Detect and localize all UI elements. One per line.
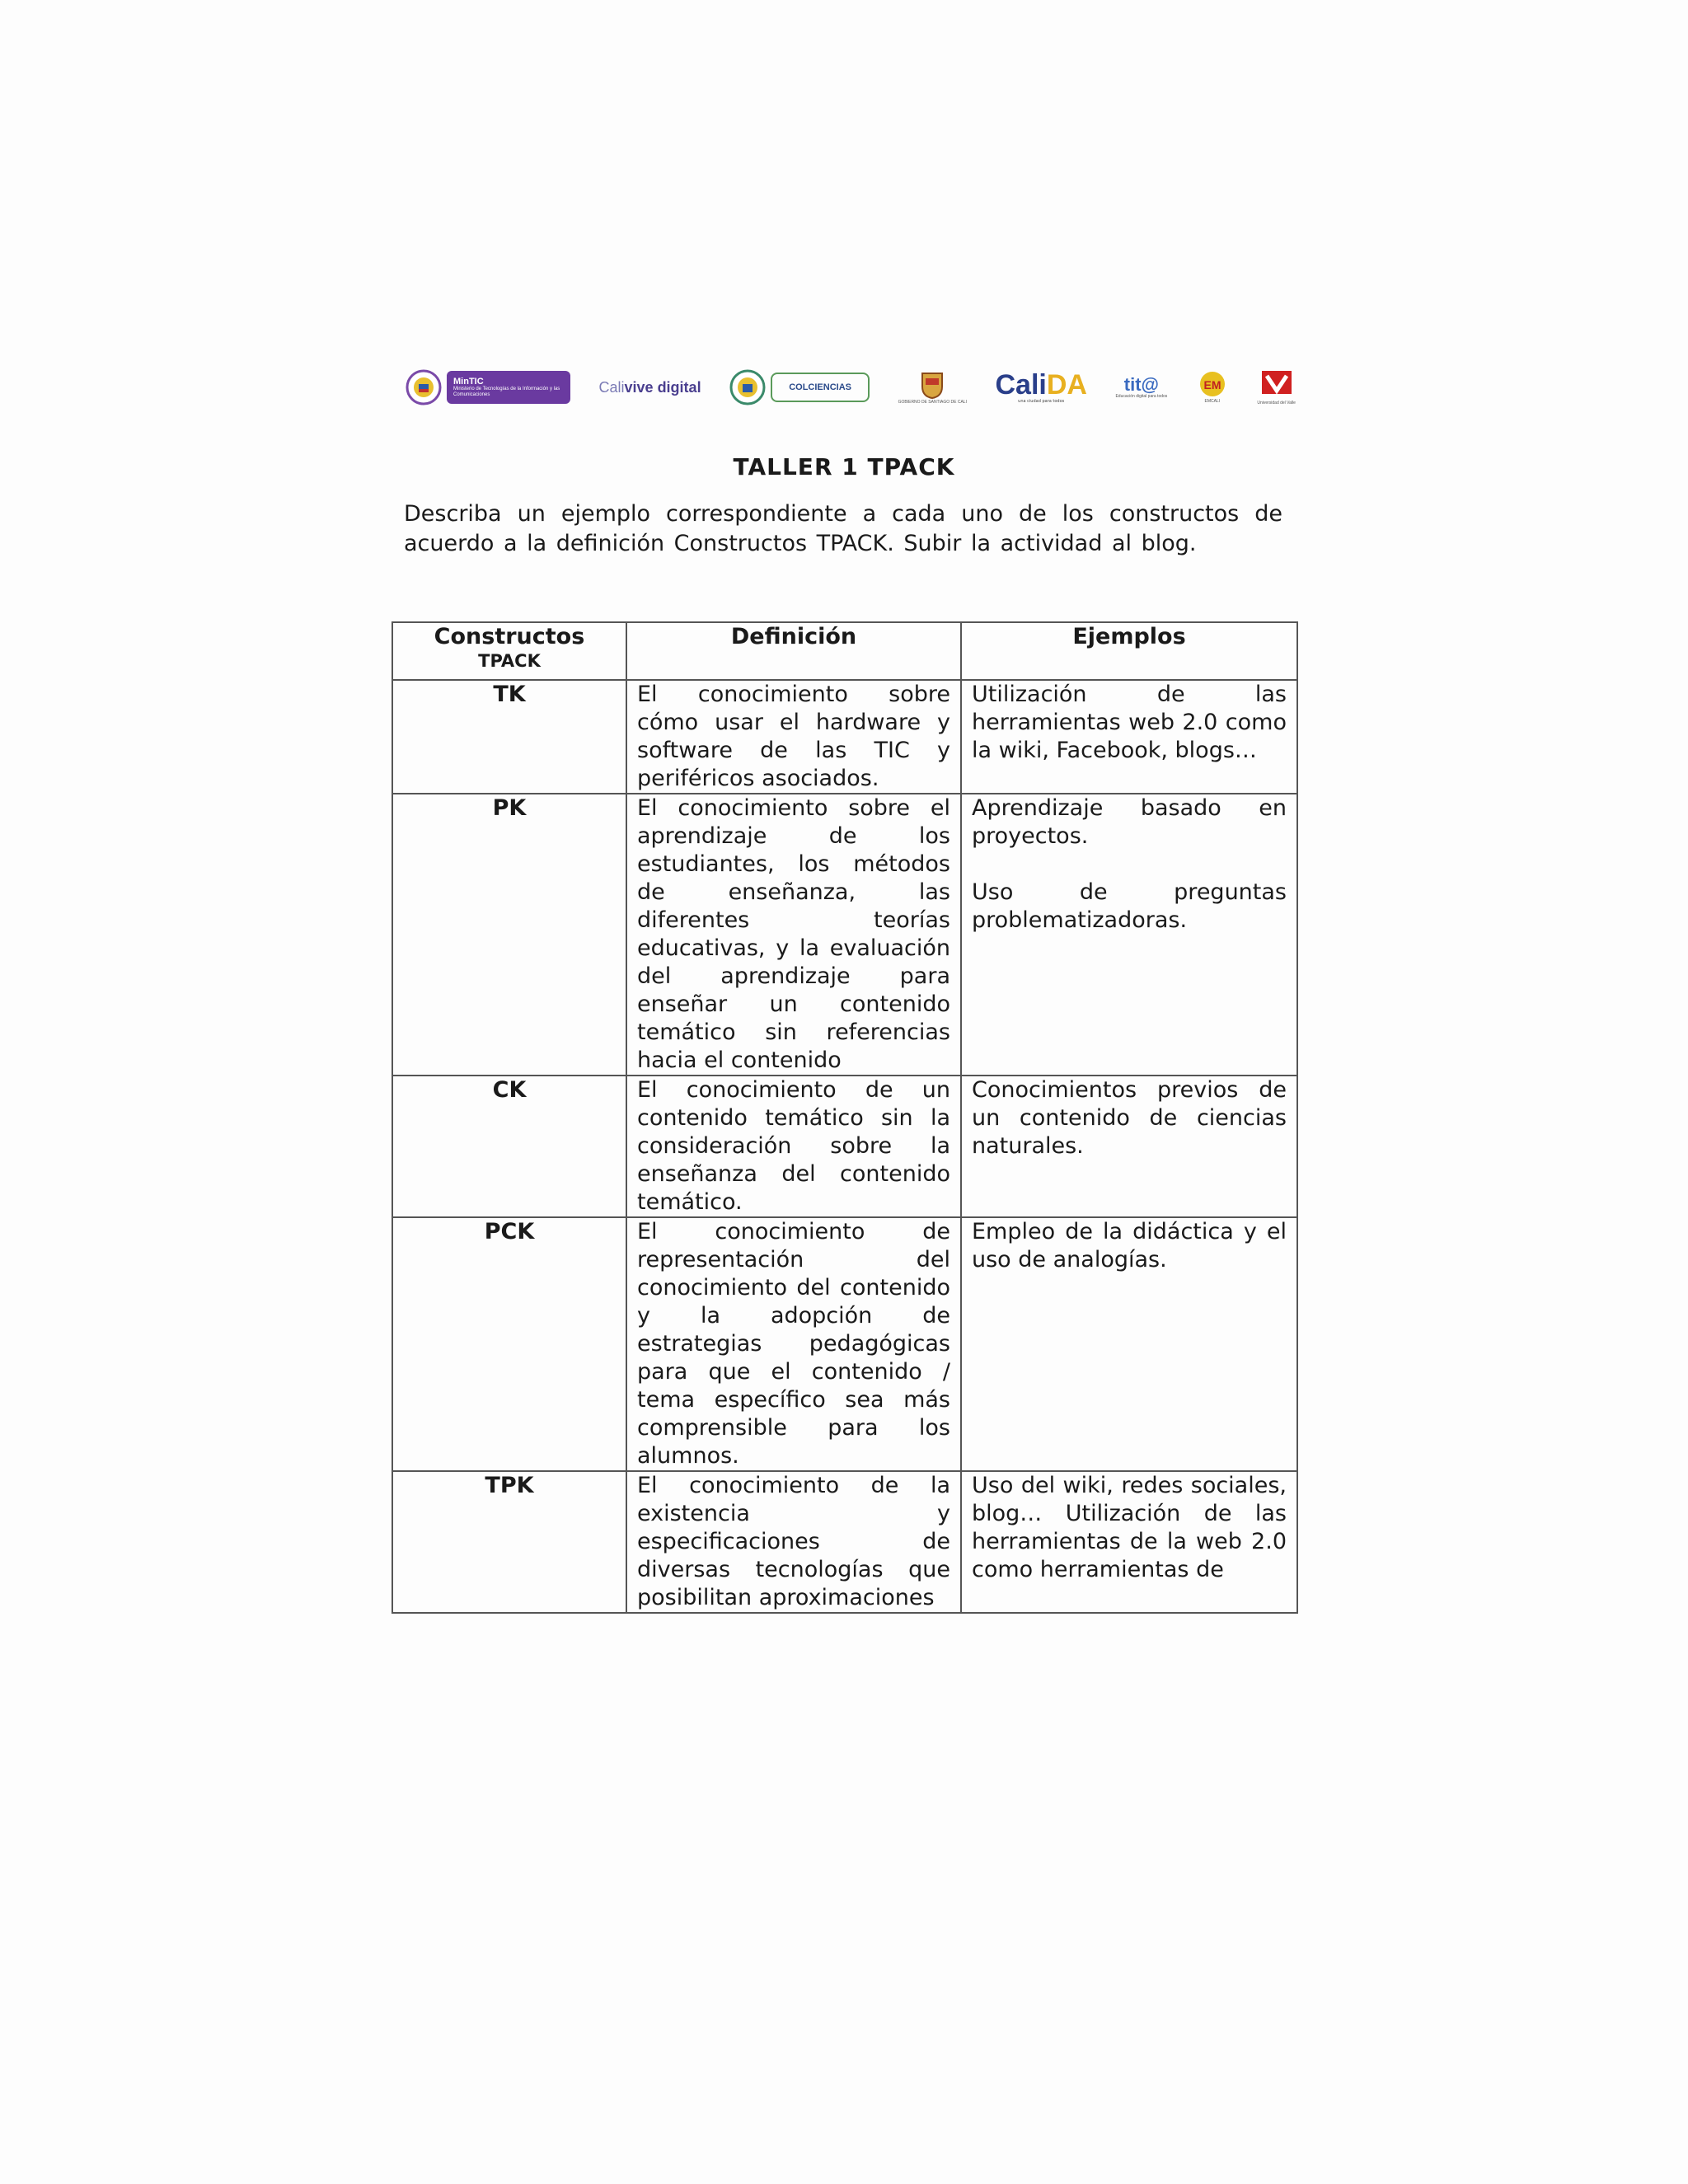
example-text: Conocimientos previos de un contenido de ciencias naturales.	[972, 1077, 1287, 1159]
univalle-caption: Universidad del Valle	[1257, 401, 1296, 405]
construct-key: TK	[392, 680, 626, 794]
mintic-subtitle: Ministerio de Tecnologías de la Información y las Comunicaciones	[453, 387, 560, 397]
mintic-logo	[406, 369, 570, 405]
header-ejemplos: Ejemplos	[961, 622, 1297, 680]
calida-logo	[995, 371, 1086, 404]
example-text: Uso del wiki, redes sociales, blog… Utilización de las herramientas de la web 2.0 como herramientas de	[972, 1473, 1287, 1582]
sponsor-logos	[406, 359, 1296, 415]
construct-definition	[626, 1217, 961, 1471]
construct-examples	[961, 794, 1297, 1076]
construct-key: TPK	[392, 1471, 626, 1613]
construct-key: PK	[392, 794, 626, 1076]
calivive-prefix: Cali	[598, 378, 625, 396]
table-row	[392, 1076, 1297, 1217]
tita-logo	[1115, 376, 1167, 399]
construct-definition	[626, 794, 961, 1076]
table-row	[392, 1217, 1297, 1471]
definition-text: El conocimiento sobre cómo usar el hardware y software de las TIC y periféricos asociados.	[637, 682, 950, 791]
tpack-table	[392, 621, 1298, 1614]
emcali-icon	[1196, 371, 1229, 399]
construct-examples	[961, 1471, 1297, 1613]
construct-examples	[961, 1076, 1297, 1217]
construct-definition	[626, 1076, 961, 1217]
example-text: Utilización de las herramientas web 2.0 como la wiki, Facebook, blogs…	[972, 682, 1287, 763]
colombia-seal-icon	[406, 369, 442, 405]
calivive-logo	[599, 379, 701, 396]
construct-definition	[626, 1471, 961, 1613]
table-row	[392, 794, 1297, 1076]
calivive-text: vive digital	[624, 378, 701, 396]
table-header-row	[392, 622, 1297, 680]
header-constructos-label: Constructos	[434, 624, 585, 649]
gobernacion-caption: GOBIERNO DE SANTIAGO DE CALI	[898, 400, 967, 405]
colombia-seal-icon	[729, 369, 766, 405]
colciencias-logo	[729, 369, 870, 405]
construct-examples	[961, 680, 1297, 794]
intro-paragraph: Describa un ejemplo correspondiente a cada uno de los constructos de acuerdo a la definición Constructos TPACK. Subir la actividad al blog.	[404, 501, 1282, 556]
header-definicion: Definición	[626, 622, 961, 680]
colciencias-badge: COLCIENCIAS	[771, 373, 870, 402]
emcali-logo	[1196, 371, 1229, 404]
univalle-icon	[1260, 369, 1293, 401]
construct-examples	[961, 1217, 1297, 1471]
table-row	[392, 1471, 1297, 1613]
header-constructos-sub: TPACK	[478, 651, 541, 671]
example-text: Empleo de la didáctica y el uso de analogías.	[972, 1219, 1287, 1272]
definition-text: El conocimiento de representación del conocimiento del contenido y la adopción de estrategias pedagógicas para que el contenido / tema específico sea más comprensible para los alumnos.	[637, 1219, 950, 1469]
definition-text: El conocimiento sobre el aprendizaje de los estudiantes, los métodos de enseñanza, las diferentes teorías educativas, y la evaluación del aprendizaje para enseñar un contenido temático sin referencias hacia el contenido	[637, 795, 950, 1073]
header-constructos	[392, 622, 626, 680]
page-title: TALLER 1 TPACK	[733, 453, 955, 480]
construct-definition	[626, 680, 961, 794]
construct-key: CK	[392, 1076, 626, 1217]
univalle-logo	[1257, 369, 1296, 405]
table-row	[392, 680, 1297, 794]
example-text: Uso de preguntas problematizadoras.	[972, 879, 1287, 933]
definition-text: El conocimiento de un contenido temático sin la consideración sobre la enseñanza del contenido temático.	[637, 1077, 950, 1215]
calida-wordmark: CaliDA	[995, 369, 1087, 401]
tita-wordmark: tit@	[1123, 374, 1159, 395]
svg-text:EM: EM	[1203, 378, 1221, 391]
emcali-caption: EMCALI	[1204, 399, 1221, 404]
construct-key: PCK	[392, 1217, 626, 1471]
coat-of-arms-icon	[917, 370, 947, 400]
calida-subtitle: una ciudad para todos	[1018, 399, 1065, 404]
gobernacion-logo	[898, 370, 967, 405]
example-text: Aprendizaje basado en proyectos.	[972, 795, 1287, 849]
mintic-badge	[447, 371, 570, 404]
definition-text: El conocimiento de la existencia y especificaciones de diversas tecnologías que posibilitan aproximaciones	[637, 1473, 950, 1610]
tita-subtitle: Educación digital para todos	[1115, 394, 1168, 399]
mintic-title: MinTIC	[453, 377, 484, 387]
